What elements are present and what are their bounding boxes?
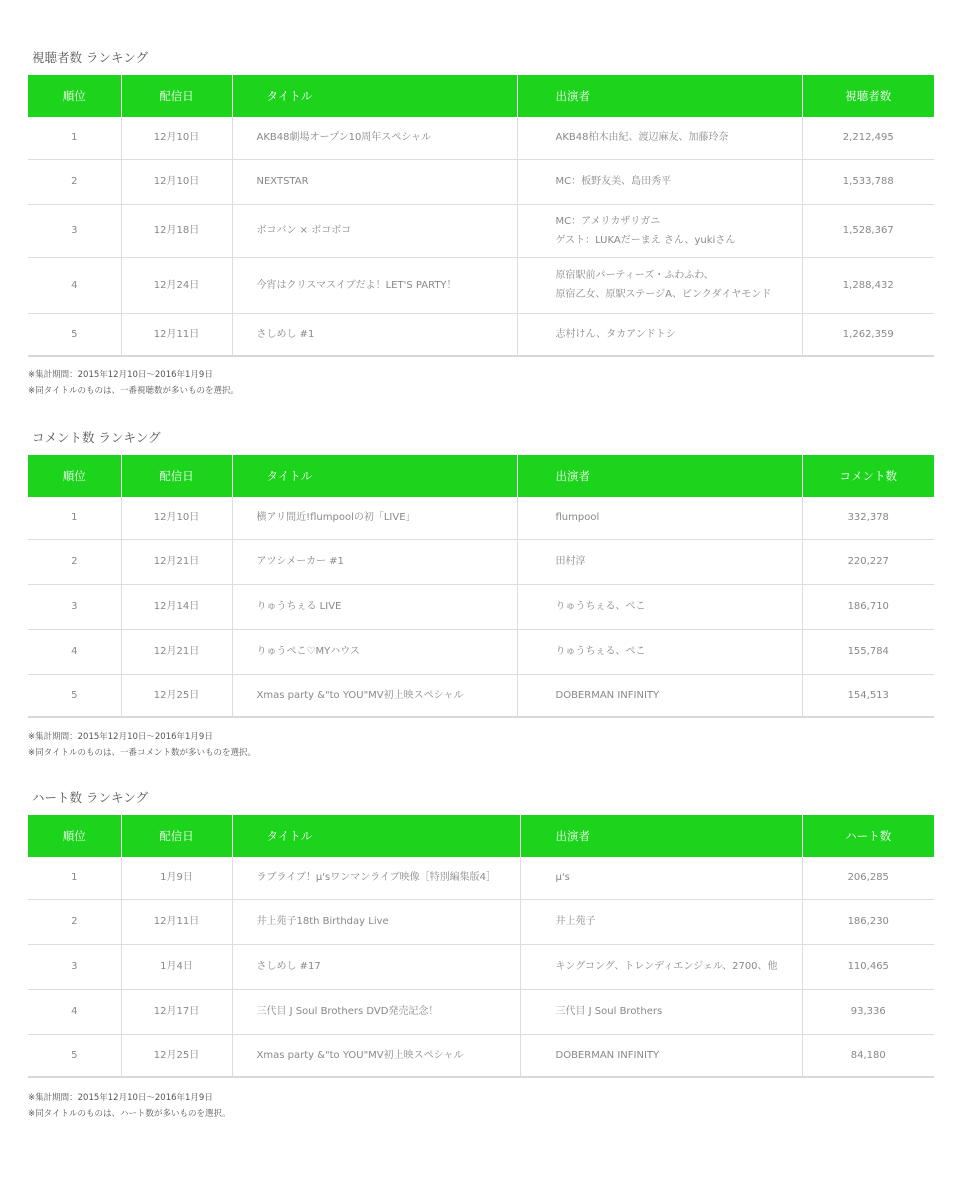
rank-cell: 1 bbox=[28, 497, 121, 539]
table-row bbox=[28, 899, 934, 944]
title-cell: NEXTSTAR bbox=[232, 159, 517, 204]
date-cell: 12月25日 bbox=[121, 674, 232, 717]
cast-cell bbox=[520, 899, 802, 944]
cast-line: 原宿駅前パーティーズ・ふわふわ、 bbox=[555, 270, 714, 281]
cast-cell bbox=[517, 497, 802, 539]
cast-cell bbox=[520, 857, 802, 899]
table-row bbox=[28, 497, 934, 539]
cast-line: 原宿乙女、原駅ステージA、ピンクダイヤモンド bbox=[555, 289, 772, 300]
cast-cell bbox=[517, 313, 802, 356]
cast-cell bbox=[517, 117, 802, 159]
title-cell: Xmas party &"to YOU"MV初上映スペシャル bbox=[232, 1034, 520, 1077]
cast-line: MC：アメリカザリガニ bbox=[555, 215, 661, 227]
header-title: タイトル bbox=[232, 455, 517, 497]
cast-line: μ's bbox=[555, 872, 570, 884]
title-cell: Xmas party &"to YOU"MV初上映スペシャル bbox=[232, 674, 517, 717]
footnote-selection: ※同タイトルのものは、一番視聴数が多いものを選択。 bbox=[28, 386, 239, 396]
cast-line: DOBERMAN INFINITY bbox=[555, 689, 660, 701]
table-row bbox=[28, 313, 934, 356]
header-rank: 順位 bbox=[28, 75, 121, 117]
value-cell: 220,227 bbox=[802, 539, 934, 584]
rank-cell: 3 bbox=[28, 944, 121, 989]
table-header-row bbox=[28, 75, 934, 117]
header-rank: 順位 bbox=[28, 815, 121, 857]
title-cell: アツシメーカー #1 bbox=[232, 539, 517, 584]
title-cell: AKB48劇場オープン10周年スペシャル bbox=[232, 117, 517, 159]
table-row bbox=[28, 989, 934, 1034]
table-row bbox=[28, 857, 934, 899]
rank-cell: 2 bbox=[28, 539, 121, 584]
table-row bbox=[28, 1034, 934, 1077]
header-date: 配信日 bbox=[121, 75, 232, 117]
date-cell: 12月18日 bbox=[121, 204, 232, 257]
date-cell: 12月14日 bbox=[121, 584, 232, 629]
cast-cell bbox=[517, 159, 802, 204]
ranking-table bbox=[28, 75, 934, 357]
table-row bbox=[28, 944, 934, 989]
table-row bbox=[28, 584, 934, 629]
cast-line: 田村淳 bbox=[555, 556, 586, 567]
section-title: 視聴者数 ランキング bbox=[32, 50, 149, 65]
cast-line: りゅうちぇる、ぺこ bbox=[555, 601, 646, 612]
ranking-table bbox=[28, 815, 934, 1078]
cast-cell bbox=[517, 674, 802, 717]
title-cell: ラブライブ！μ'sワンマンライブ映像［特別編集版4］ bbox=[232, 857, 520, 899]
title-cell: りゅうちぇる LIVE bbox=[232, 584, 517, 629]
date-cell: 12月25日 bbox=[121, 1034, 232, 1077]
cast-line: りゅうちぇる、ぺこ bbox=[555, 646, 646, 657]
rank-cell: 4 bbox=[28, 257, 121, 313]
value-cell: 155,784 bbox=[802, 629, 934, 674]
value-cell: 2,212,495 bbox=[802, 117, 934, 159]
title-cell: りゅうぺこ♡MYハウス bbox=[232, 629, 517, 674]
rank-cell: 5 bbox=[28, 313, 121, 356]
table-row bbox=[28, 257, 934, 313]
table-row bbox=[28, 674, 934, 717]
cast-cell bbox=[520, 989, 802, 1034]
date-cell: 12月17日 bbox=[121, 989, 232, 1034]
cast-line: 井上苑子 bbox=[555, 916, 596, 927]
header-cast: 出演者 bbox=[520, 815, 802, 857]
date-cell: 12月10日 bbox=[121, 117, 232, 159]
date-cell: 1月4日 bbox=[121, 944, 232, 989]
date-cell: 12月11日 bbox=[121, 313, 232, 356]
ranking-table bbox=[28, 455, 934, 718]
date-cell: 12月10日 bbox=[121, 159, 232, 204]
title-cell: さしめし #17 bbox=[232, 944, 520, 989]
date-cell: 12月21日 bbox=[121, 629, 232, 674]
rank-cell: 1 bbox=[28, 857, 121, 899]
cast-line: DOBERMAN INFINITY bbox=[555, 1049, 660, 1061]
rank-cell: 5 bbox=[28, 1034, 121, 1077]
cast-cell bbox=[517, 584, 802, 629]
rank-cell: 3 bbox=[28, 204, 121, 257]
title-cell: 横アリ間近!flumpoolの初「LIVE」 bbox=[232, 497, 517, 539]
cast-line: キングコング、トレンディエンジェル、2700、他 bbox=[555, 961, 778, 972]
section-title: コメント数 ランキング bbox=[32, 430, 161, 445]
value-cell: 84,180 bbox=[802, 1034, 934, 1077]
value-cell: 1,528,367 bbox=[802, 204, 934, 257]
rank-cell: 2 bbox=[28, 899, 121, 944]
footnotes bbox=[28, 729, 256, 761]
footnote-selection: ※同タイトルのものは、一番コメント数が多いものを選択。 bbox=[28, 748, 256, 758]
footnote-period: ※集計期間：2015年12月10日〜2016年1月9日 bbox=[28, 732, 213, 742]
date-cell: 12月10日 bbox=[121, 497, 232, 539]
cast-line: ゲスト：LUKAだーまえ さん、yukiさん bbox=[555, 234, 736, 246]
cast-line: MC：板野友美、島田秀平 bbox=[555, 176, 672, 187]
title-cell: ボコバン × ボコボコ bbox=[232, 204, 517, 257]
footnote-period: ※集計期間：2015年12月10日〜2016年1月9日 bbox=[28, 370, 213, 380]
value-cell: 110,465 bbox=[802, 944, 934, 989]
cast-cell bbox=[520, 944, 802, 989]
header-cast: 出演者 bbox=[517, 455, 802, 497]
date-cell: 12月24日 bbox=[121, 257, 232, 313]
header-rank: 順位 bbox=[28, 455, 121, 497]
cast-cell bbox=[517, 629, 802, 674]
cast-line: 志村けん、タカアンドトシ bbox=[555, 328, 676, 340]
rank-cell: 2 bbox=[28, 159, 121, 204]
cast-line: flumpool bbox=[555, 512, 600, 524]
table-row bbox=[28, 204, 934, 257]
cast-line: 三代目 J Soul Brothers bbox=[555, 1006, 663, 1017]
header-value: コメント数 bbox=[802, 455, 934, 497]
title-cell: 井上苑子18th Birthday Live bbox=[232, 899, 520, 944]
value-cell: 1,262,359 bbox=[802, 313, 934, 356]
table-row bbox=[28, 539, 934, 584]
rank-cell: 5 bbox=[28, 674, 121, 717]
date-cell: 12月11日 bbox=[121, 899, 232, 944]
footnote-period: ※集計期間：2015年12月10日〜2016年1月9日 bbox=[28, 1093, 213, 1103]
header-cast: 出演者 bbox=[517, 75, 802, 117]
title-cell: さしめし #1 bbox=[232, 313, 517, 356]
table-header-row bbox=[28, 455, 934, 497]
rank-cell: 4 bbox=[28, 989, 121, 1034]
title-cell: 今宵はクリスマスイブだよ！LET'S PARTY！ bbox=[232, 257, 517, 313]
table-row bbox=[28, 159, 934, 204]
footnotes bbox=[28, 367, 239, 399]
cast-cell bbox=[520, 1034, 802, 1077]
value-cell: 1,533,788 bbox=[802, 159, 934, 204]
header-value: ハート数 bbox=[802, 815, 934, 857]
header-title: タイトル bbox=[232, 815, 520, 857]
header-value: 視聴者数 bbox=[802, 75, 934, 117]
footnotes bbox=[28, 1090, 230, 1122]
value-cell: 93,336 bbox=[802, 989, 934, 1034]
header-date: 配信日 bbox=[121, 815, 232, 857]
value-cell: 154,513 bbox=[802, 674, 934, 717]
rank-cell: 1 bbox=[28, 117, 121, 159]
value-cell: 186,230 bbox=[802, 899, 934, 944]
cast-cell bbox=[517, 204, 802, 257]
table-row bbox=[28, 629, 934, 674]
table-row bbox=[28, 117, 934, 159]
table-header-row bbox=[28, 815, 934, 857]
footnote-selection: ※同タイトルのものは、ハート数が多いものを選択。 bbox=[28, 1109, 231, 1119]
cast-line: AKB48柏木由紀、渡辺麻友、加藤玲奈 bbox=[555, 132, 729, 144]
value-cell: 332,378 bbox=[802, 497, 934, 539]
section-title: ハート数 ランキング bbox=[32, 790, 149, 805]
rank-cell: 3 bbox=[28, 584, 121, 629]
header-date: 配信日 bbox=[121, 455, 232, 497]
value-cell: 186,710 bbox=[802, 584, 934, 629]
rank-cell: 4 bbox=[28, 629, 121, 674]
title-cell: 三代目 J Soul Brothers DVD発売記念！ bbox=[232, 989, 520, 1034]
value-cell: 1,288,432 bbox=[802, 257, 934, 313]
date-cell: 1月9日 bbox=[121, 857, 232, 899]
header-title: タイトル bbox=[232, 75, 517, 117]
cast-cell bbox=[517, 257, 802, 313]
cast-cell bbox=[517, 539, 802, 584]
value-cell: 206,285 bbox=[802, 857, 934, 899]
date-cell: 12月21日 bbox=[121, 539, 232, 584]
